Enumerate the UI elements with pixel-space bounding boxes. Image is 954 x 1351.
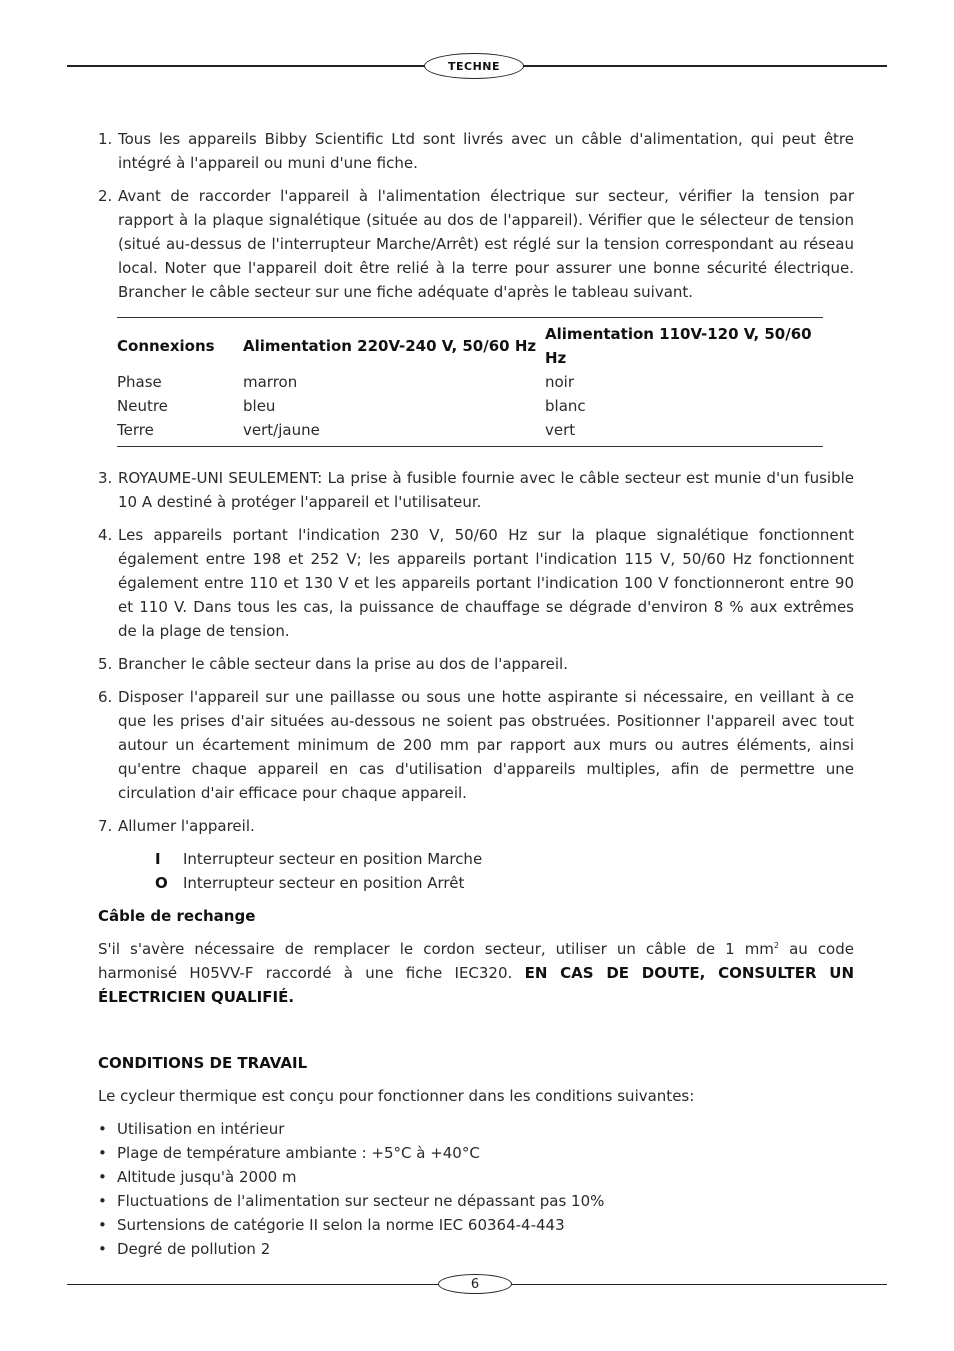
item-number: 7. [98, 817, 113, 835]
condition-text: Degré de pollution 2 [117, 1240, 271, 1258]
item-text: Tous les appareils Bibby Scientific Ltd sont livrés avec un câble d'alimentation, qui peut être intégré à l'appareil ou muni d'une fiche. [118, 130, 854, 172]
list-item [98, 1165, 854, 1189]
bullet-glyph: • [98, 1192, 107, 1210]
section-heading-conditions: CONDITIONS DE TRAVAIL [98, 1054, 308, 1072]
condition-text: Altitude jusqu'à 2000 m [117, 1168, 297, 1186]
switch-legend-off [155, 871, 854, 895]
list-item [98, 1213, 854, 1237]
condition-text: Fluctuations de l'alimentation sur secteur ne dépassant pas 10% [117, 1192, 605, 1210]
condition-text: Plage de température ambiante : +5°C à +40°C [117, 1144, 480, 1162]
list-item [98, 814, 854, 838]
item-text: Avant de raccorder l'appareil à l'alimentation électrique sur secteur, vérifier la tension par rapport à la plaque signalétique (située au dos de l'appareil). Vérifier que le sélecteur de tension (situé au-dessus de l'interrupteur Marche/Arrêt) est réglé sur la tension correspondant au réseau local. Noter que l'appareil doit être relié à la terre pour assurer une bonne sécurité électrique. Brancher le câble secteur sur une fiche adéquate d'après le tableau suivant. [118, 187, 854, 301]
item-text: Brancher le câble secteur dans la prise au dos de l'appareil. [118, 655, 568, 673]
switch-description: Interrupteur secteur en position Arrêt [183, 874, 465, 892]
connection-table [117, 317, 823, 447]
list-item [98, 1237, 854, 1261]
item-text: Les appareils portant l'indication 230 V, 50/60 Hz sur la plaque signalétique fonctionnent également entre 198 et 252 V; les appareils portant l'indication 115 V, 50/60 Hz fonctionnent également entre 110 et 130 V et les appareils portant l'indication 100 V fonctionneront entre 90 et 110 V. Dans tous les cas, la puissance de chauffage se dégrade d'environ 8 % aux extrêmes de la plage de tension. [118, 526, 854, 640]
column-header: Alimentation 220V-240 V, 50/60 Hz [243, 337, 537, 355]
bullet-glyph: • [98, 1120, 107, 1138]
table-cell: vert/jaune [243, 421, 320, 439]
table-cell: Terre [117, 421, 154, 439]
switch-description: Interrupteur secteur en position Marche [183, 850, 483, 868]
cable-text-2: au code harmonisé H05VV-F raccordé à une fiche IEC320. [98, 940, 854, 982]
table-cell: bleu [243, 397, 276, 415]
list-item [98, 1117, 854, 1141]
table-cell: noir [545, 373, 575, 391]
conditions-intro: Le cycleur thermique est conçu pour fonctionner dans les conditions suivantes: [98, 1087, 695, 1105]
bullet-glyph: • [98, 1240, 107, 1258]
cable-paragraph [98, 937, 854, 1009]
item-number: 2. [98, 187, 113, 205]
list-item [98, 466, 854, 514]
column-header: Alimentation 110V-120 V, 50/60 Hz [545, 325, 812, 367]
table-row [117, 394, 823, 418]
list-item [98, 1189, 854, 1213]
list-item [98, 685, 854, 805]
item-text: Allumer l'appareil. [118, 817, 255, 835]
table-cell: vert [545, 421, 576, 439]
item-number: 1. [98, 130, 113, 148]
section-heading-cable: Câble de rechange [98, 907, 256, 925]
item-text: Disposer l'appareil sur une paillasse ou sous une hotte aspirante si nécessaire, en veillant à ce que les prises d'air situées au-dessous ne soient pas obstruées. Positionner l'appareil avec tout autour un écartement minimum de 200 mm par rapport aux murs ou autres éléments, ainsi qu'entre chaque appareil en cas d'utilisation d'appareils multiples, afin de permettre une circulation d'air efficace pour chaque appareil. [118, 688, 854, 802]
list-item [98, 652, 854, 676]
bullet-glyph: • [98, 1144, 107, 1162]
cable-text-1: S'il s'avère nécessaire de remplacer le cordon secteur, utiliser un câble de 1 mm [98, 940, 774, 958]
list-item [98, 1141, 854, 1165]
bullet-glyph: • [98, 1168, 107, 1186]
list-item [98, 523, 854, 643]
switch-symbol: O [155, 874, 168, 892]
bullet-glyph: • [98, 1216, 107, 1234]
column-header: Connexions [117, 337, 215, 355]
table-row [117, 418, 823, 447]
table-header-row [117, 318, 823, 371]
switch-symbol: I [155, 850, 161, 868]
item-number: 5. [98, 655, 113, 673]
list-item [98, 184, 854, 304]
table-cell: Phase [117, 373, 162, 391]
item-text: ROYAUME-UNI SEULEMENT: La prise à fusible fournie avec le câble secteur est munie d'un fusible 10 A destiné à protéger l'appareil et l'utilisateur. [118, 469, 854, 511]
condition-text: Surtensions de catégorie II selon la norme IEC 60364-4-443 [117, 1216, 565, 1234]
superscript-2: 2 [773, 941, 780, 950]
techne-logo: TECHNE [424, 53, 524, 79]
page-content [98, 127, 854, 1261]
list-item [98, 127, 854, 175]
table-row [117, 370, 823, 394]
item-number: 3. [98, 469, 113, 487]
table-cell: Neutre [117, 397, 168, 415]
table-cell: blanc [545, 397, 586, 415]
item-number: 4. [98, 526, 113, 544]
page-number: 6 [438, 1274, 512, 1294]
condition-text: Utilisation en intérieur [117, 1120, 285, 1138]
table-cell: marron [243, 373, 298, 391]
cable-warning: EN CAS DE DOUTE, CONSULTER UN ÉLECTRICIEN QUALIFIÉ. [98, 964, 855, 1006]
item-number: 6. [98, 688, 113, 706]
switch-legend-on [155, 847, 854, 871]
